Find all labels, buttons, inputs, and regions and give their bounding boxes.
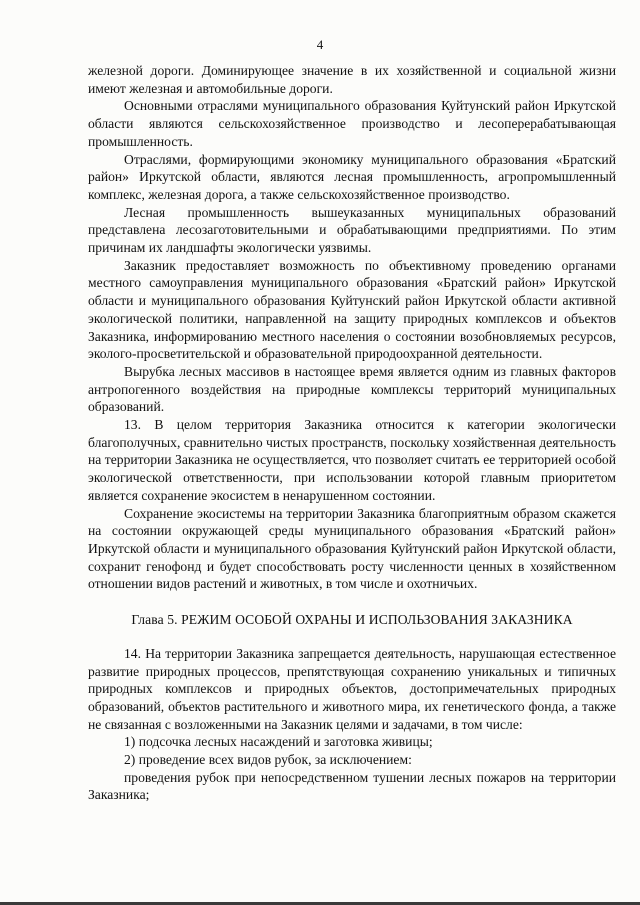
paragraph: Сохранение экосистемы на территории Заказника благоприятным образом скажется на состоянии окружающей среды муниципального образования «Братский район» Иркутской области и муниципального образования Куйтунский район Иркутской области, сохранит генофонд и будет способствовать росту численности ценных в хозяйственном отношении видов растений и животных, в том числе и охотничьих.	[88, 505, 616, 592]
chapter-heading: Глава 5. РЕЖИМ ОСОБОЙ ОХРАНЫ И ИСПОЛЬЗОВАНИЯ ЗАКАЗНИКА	[131, 612, 573, 628]
list-item: 1) подсочка лесных насаждений и заготовка живицы;	[124, 734, 433, 750]
paragraph: Лесная промышленность вышеуказанных муниципальных образований представлена лесозаготовительными и обрабатывающими предприятиями. По этим причинам их ландшафты экологически уязвимы.	[88, 204, 616, 256]
paragraph: Основными отраслями муниципального образования Куйтунский район Иркутской области являются сельскохозяйственное производство и лесоперерабатывающая промышленность.	[88, 98, 616, 149]
document-body	[88, 62, 616, 804]
page-number: 4	[316, 37, 324, 52]
paragraph: проведения рубок при непосредственном тушении лесных пожаров на территории Заказника;	[88, 769, 616, 803]
paragraph: 13. В целом территория Заказника относится к категории экологически благополучных, сравнительно чистых пространств, поскольку хозяйственная деятельность на территории Заказника не осуществляется, что позволяет считать ее территорией особой экологической ответственности, при использовании которой главным приоритетом является сохранение экосистем в ненарушенном состоянии.	[88, 417, 616, 503]
paragraph: Вырубка лесных массивов в настоящее время является одним из главных факторов антропогенного воздействия на природные комплексы территорий муниципальных образований.	[88, 363, 616, 415]
list-item: 2) проведение всех видов рубок, за исключением:	[124, 752, 412, 768]
paragraph: Заказник предоставляет возможность по объективному проведению органами местного самоуправления муниципального образования «Братский район» Иркутской области и муниципального образования Куйтунский район Иркутской области активной экологической политики, направленной на защиту природных комплексов и объектов Заказника, информированию местного населения о состоянии возобновляемых ресурсов, эколого-просветительской и образовательной природоохранной деятельности.	[88, 257, 616, 362]
paragraph: Отраслями, формирующими экономику муниципального образования «Братский район» Иркутской области, являются лесная промышленность, агропромышленный комплекс, железная дорога, а также сельскохозяйственное производство.	[88, 151, 616, 202]
paragraph: 14. На территории Заказника запрещается деятельность, нарушающая естественное развитие природных процессов, препятствующая сохранению уникальных и типичных природных комплексов и природных объектов, достопримечательных природных образований, объектов растительного и животного мира, их генетического фонда, а также не связанная с возложенными на Заказник целями и задачами, в том числе:	[88, 645, 616, 732]
paragraph: железной дороги. Доминирующее значение в их хозяйственной и социальной жизни имеют железная и автомобильные дороги.	[88, 63, 616, 96]
